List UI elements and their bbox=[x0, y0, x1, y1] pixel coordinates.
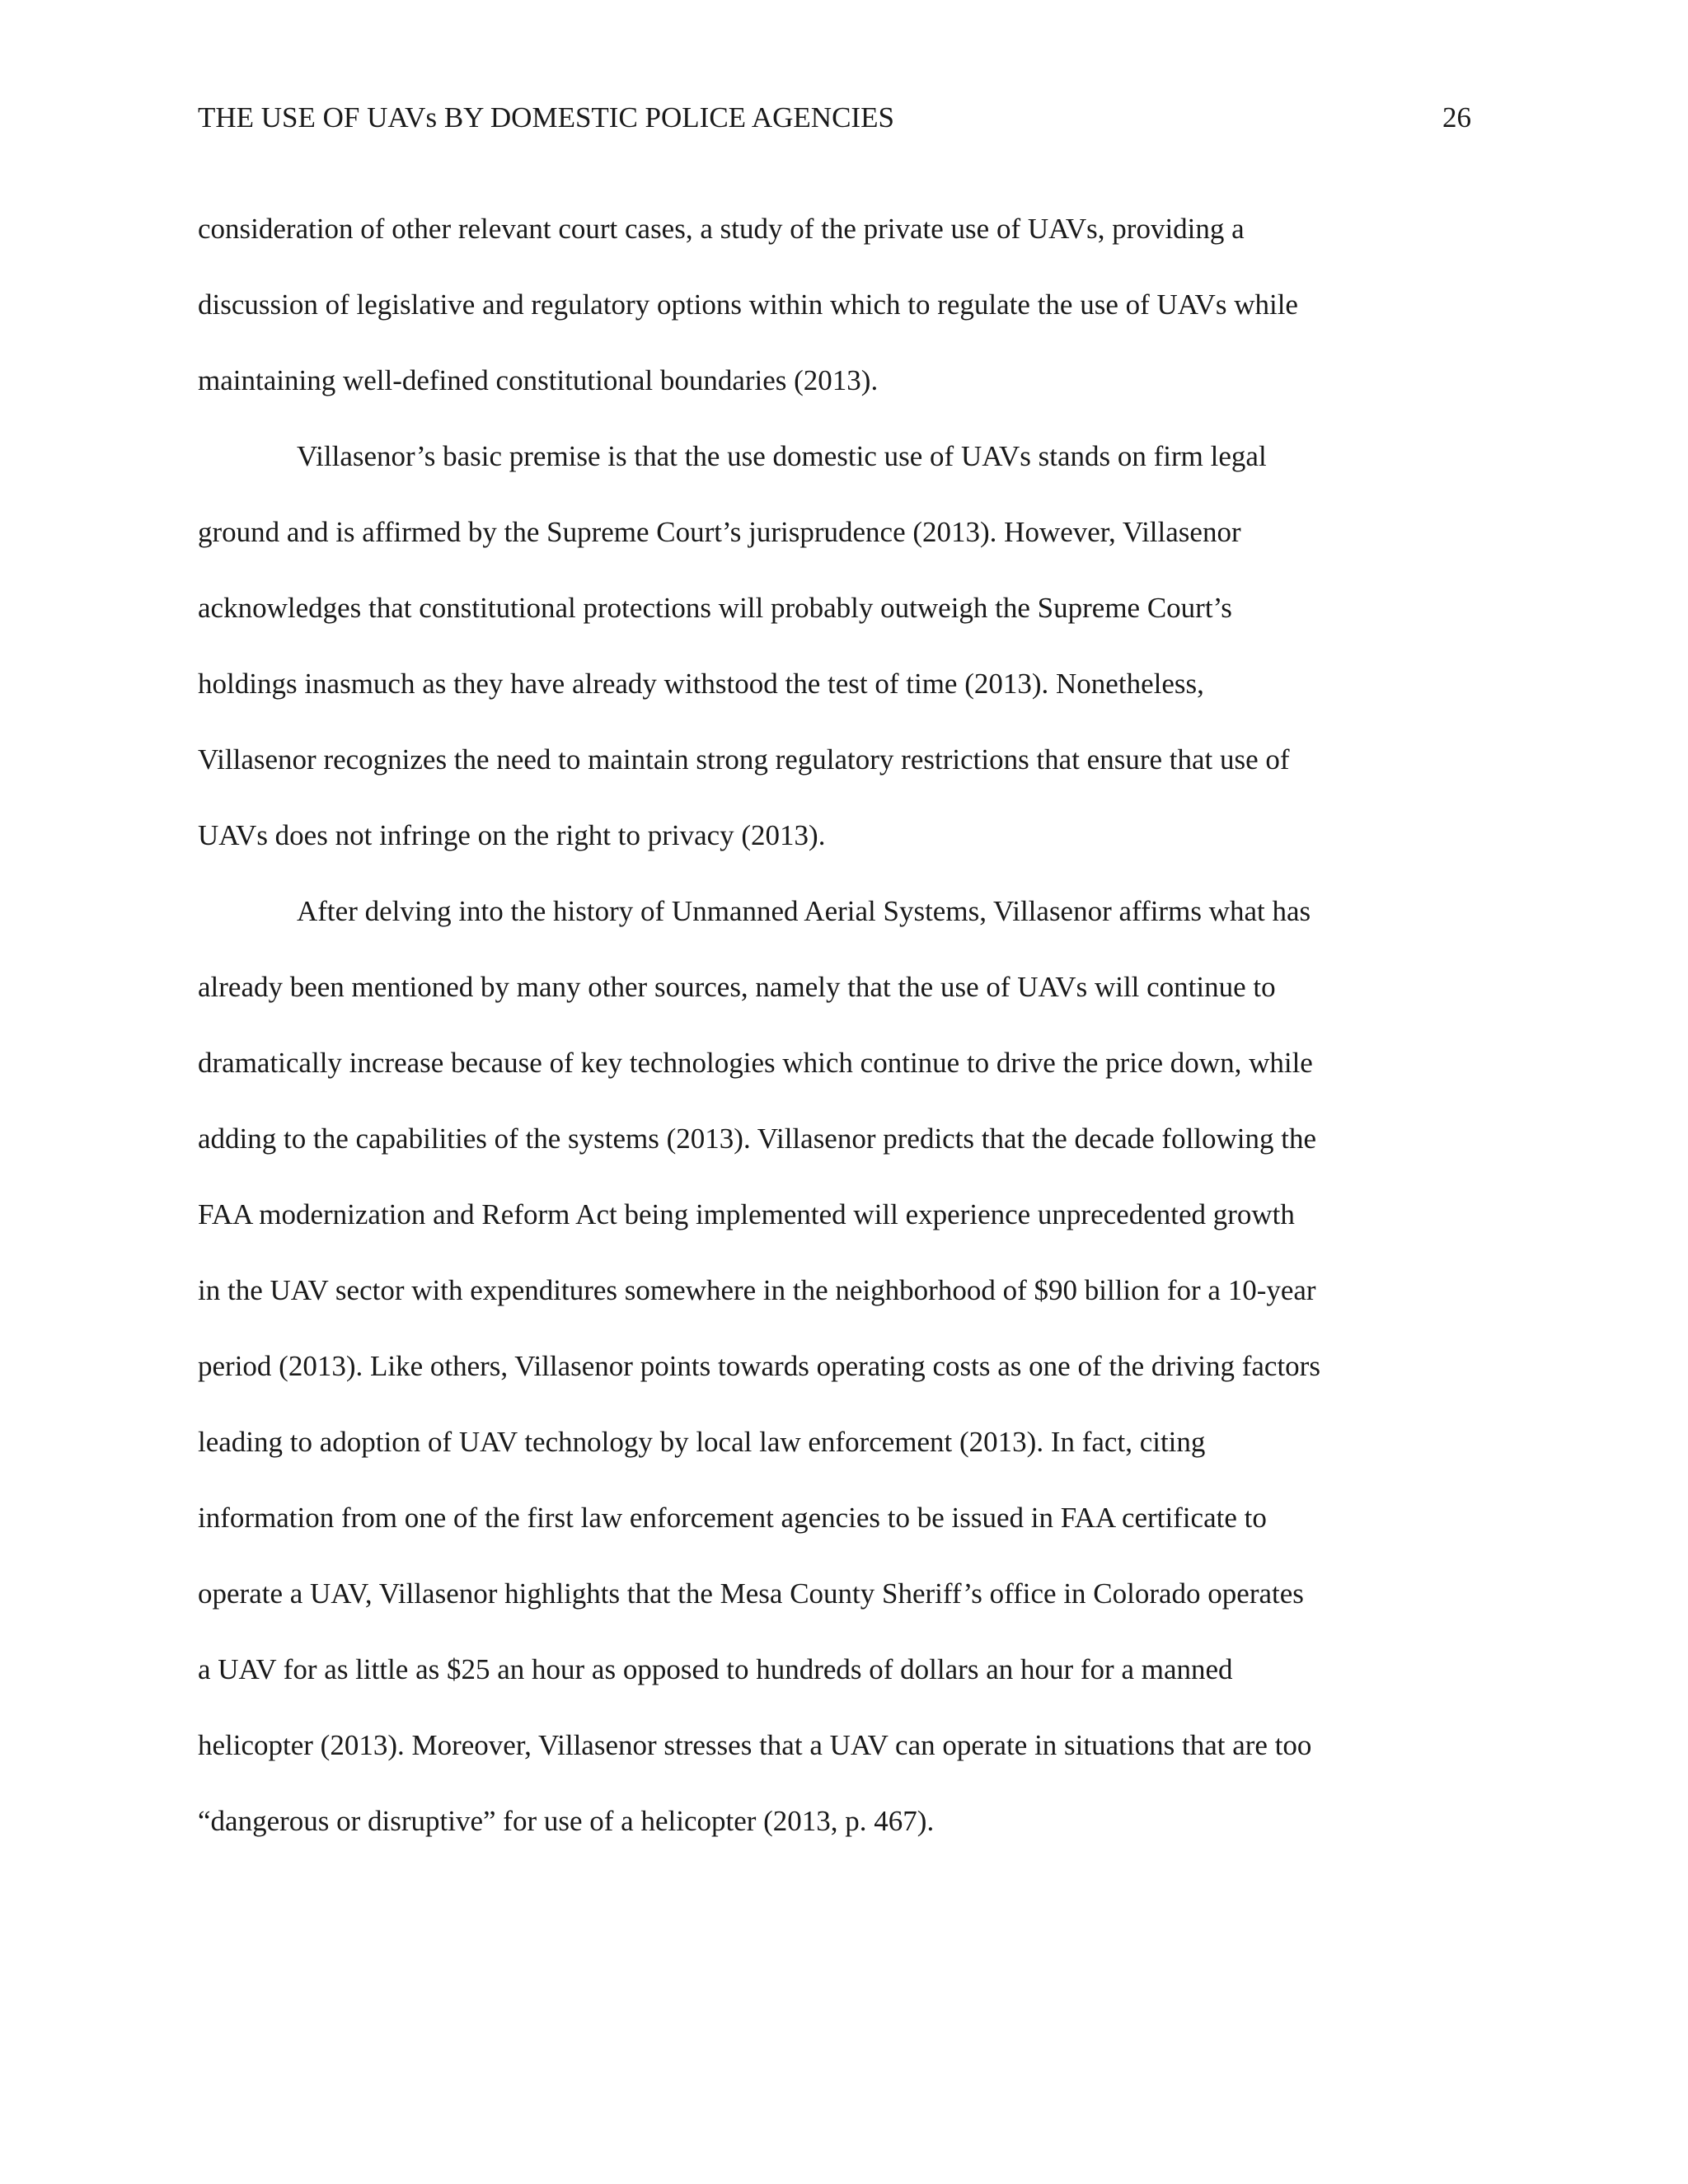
text-line: in the UAV sector with expenditures somewhere in the neighborhood of $90 billion for a 10-year bbox=[198, 1274, 1316, 1306]
text-line: period (2013). Like others, Villasenor points towards operating costs as one of the driving factors bbox=[198, 1350, 1320, 1382]
text-line: consideration of other relevant court cases, a study of the private use of UAVs, providing a bbox=[198, 213, 1245, 245]
page-number: 26 bbox=[1442, 101, 1471, 134]
running-head bbox=[198, 97, 1471, 138]
text-line: dramatically increase because of key technologies which continue to drive the price down, while bbox=[198, 1047, 1313, 1079]
text-line: After delving into the history of Unmanned Aerial Systems, Villasenor affirms what has bbox=[297, 895, 1311, 927]
paragraph-2 bbox=[198, 419, 1471, 874]
text-line: already been mentioned by many other sources, namely that the use of UAVs will continue to bbox=[198, 971, 1276, 1003]
text-line: UAVs does not infringe on the right to privacy (2013). bbox=[198, 819, 826, 851]
running-head-title: THE USE OF UAVs BY DOMESTIC POLICE AGENCIES bbox=[198, 101, 894, 134]
text-line: holdings inasmuch as they have already withstood the test of time (2013). Nonetheless, bbox=[198, 668, 1204, 700]
text-line: acknowledges that constitutional protections will probably outweigh the Supreme Court’s bbox=[198, 592, 1232, 624]
text-line: FAA modernization and Reform Act being implemented will experience unprecedented growth bbox=[198, 1198, 1295, 1230]
text-line: leading to adoption of UAV technology by local law enforcement (2013). In fact, citing bbox=[198, 1426, 1206, 1458]
text-line: operate a UAV, Villasenor highlights that the Mesa County Sheriff’s office in Colorado operates bbox=[198, 1577, 1304, 1610]
text-line: ground and is affirmed by the Supreme Court’s jurisprudence (2013). However, Villasenor bbox=[198, 516, 1241, 548]
text-line: a UAV for as little as $25 an hour as opposed to hundreds of dollars an hour for a manned bbox=[198, 1653, 1233, 1685]
paragraph-1 bbox=[198, 191, 1471, 419]
text-line: information from one of the first law enforcement agencies to be issued in FAA certificate to bbox=[198, 1502, 1267, 1534]
text-line: “dangerous or disruptive” for use of a helicopter (2013, p. 467). bbox=[198, 1805, 935, 1837]
text-line: helicopter (2013). Moreover, Villasenor stresses that a UAV can operate in situations that are too bbox=[198, 1729, 1312, 1761]
paragraph-3 bbox=[198, 874, 1471, 1859]
text-line: Villasenor’s basic premise is that the use domestic use of UAVs stands on firm legal bbox=[297, 440, 1267, 472]
text-line: adding to the capabilities of the systems (2013). Villasenor predicts that the decade following the bbox=[198, 1122, 1317, 1155]
body-text bbox=[198, 191, 1471, 1859]
text-line: discussion of legislative and regulatory options within which to regulate the use of UAVs while bbox=[198, 288, 1298, 321]
text-line: Villasenor recognizes the need to maintain strong regulatory restrictions that ensure that use of bbox=[198, 743, 1290, 776]
text-line: maintaining well-defined constitutional boundaries (2013). bbox=[198, 364, 879, 396]
